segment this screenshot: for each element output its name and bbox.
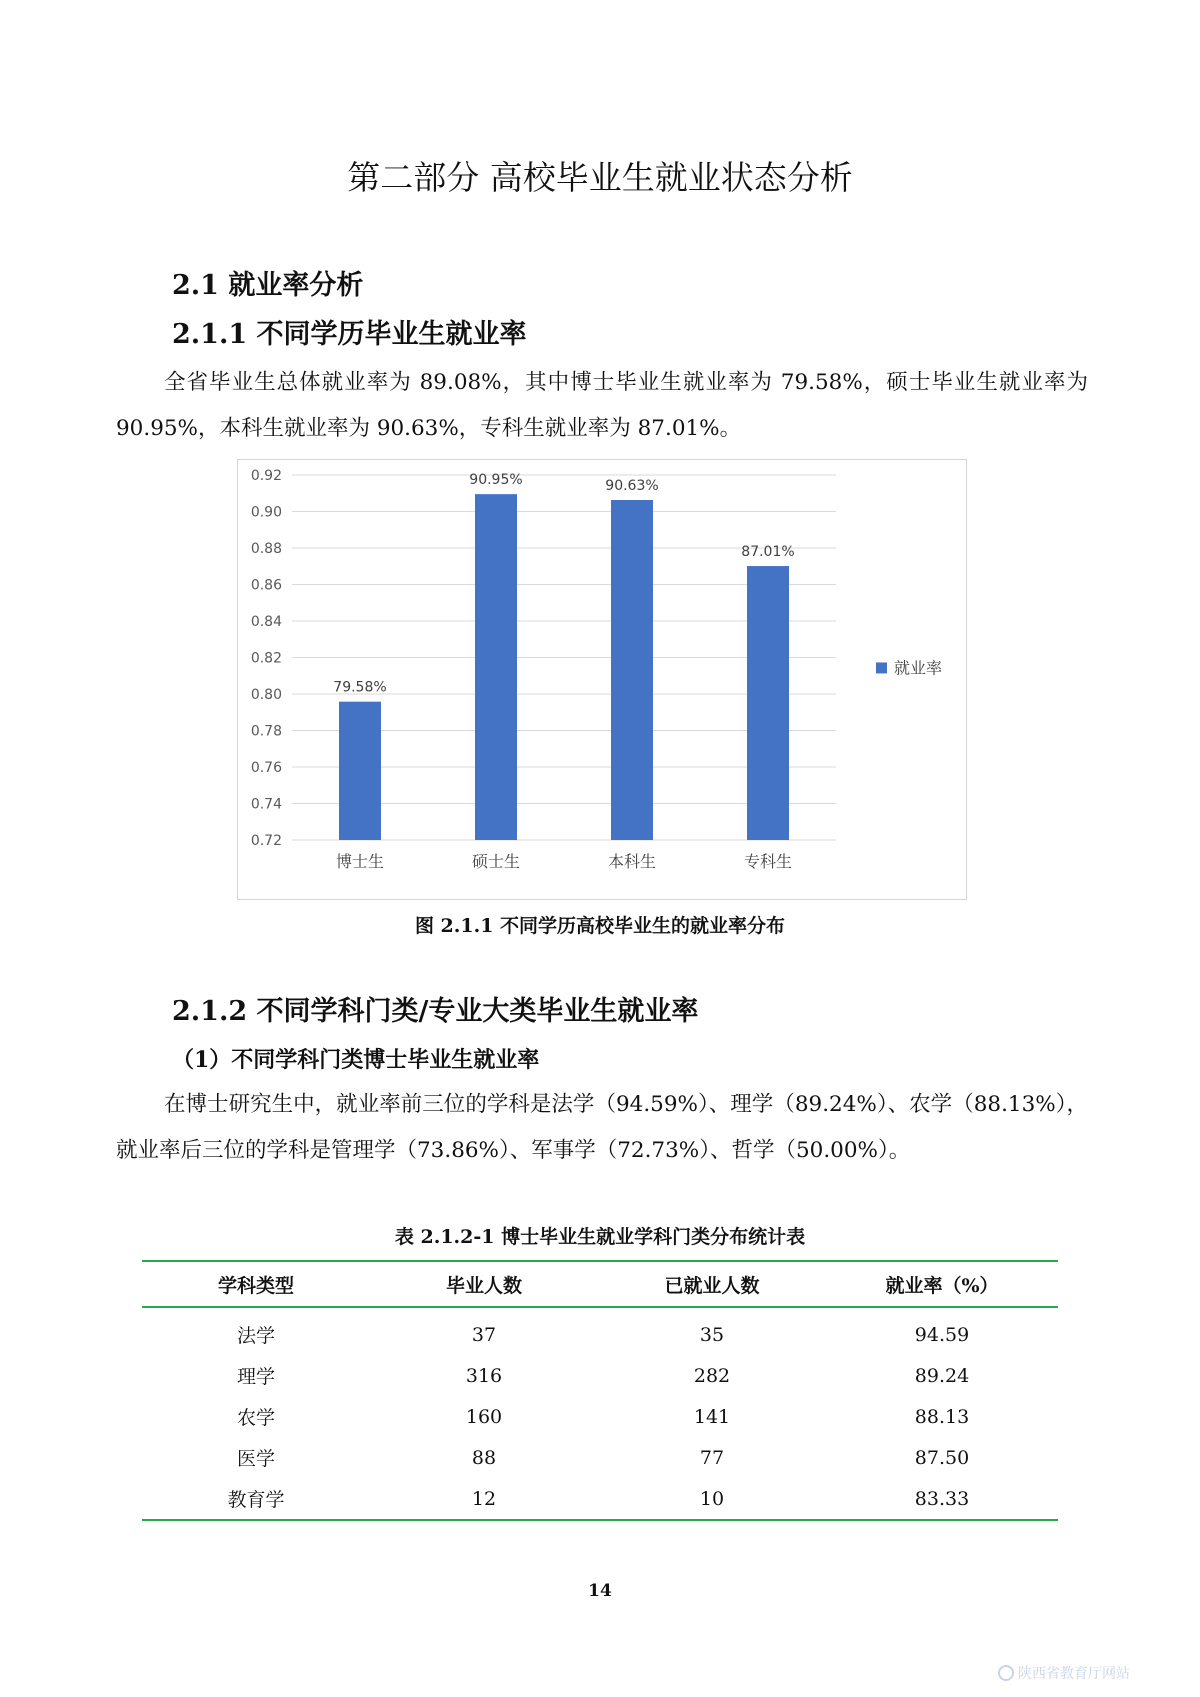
table-row (142, 1307, 1058, 1355)
y-tick-label: 0.78 (250, 723, 282, 740)
y-tick-label: 0.72 (250, 833, 282, 849)
bar (475, 494, 517, 840)
doctoral-stats-table (142, 1260, 1058, 1521)
data-label: 87.01% (741, 544, 795, 561)
cell-employed: 35 (699, 1323, 725, 1346)
data-label: 90.63% (605, 478, 659, 495)
table-row (142, 1478, 1058, 1520)
page-number: 14 (588, 1581, 612, 1601)
section-heading-2-1-1: 2.1.1 不同学历毕业生就业率 (172, 319, 527, 350)
y-tick-label: 0.88 (250, 541, 282, 557)
x-tick-label: 专科生 (743, 852, 793, 871)
cell-rate: 94.59 (914, 1323, 970, 1346)
bar (747, 566, 789, 840)
table-row (142, 1437, 1058, 1478)
section-heading-2-1-2: 2.1.2 不同学科门类/专业大类毕业生就业率 (172, 996, 699, 1027)
cell-graduates: 37 (471, 1323, 497, 1346)
page-title: 第二部分 高校毕业生就业状态分析 (347, 158, 853, 197)
watermark (998, 1663, 1130, 1683)
cell-rate: 89.24 (914, 1364, 970, 1387)
table-header-row (142, 1261, 1058, 1307)
cell-rate: 87.50 (914, 1446, 970, 1469)
y-tick-label: 0.76 (250, 760, 282, 776)
cell-graduates: 88 (471, 1446, 497, 1469)
y-tick-label: 0.92 (250, 468, 282, 484)
cell-employed: 77 (699, 1446, 725, 1469)
chart-svg (238, 460, 966, 899)
y-tick-label: 0.74 (250, 796, 282, 813)
cell-graduates: 160 (465, 1405, 503, 1428)
subsection-heading-1: （1）不同学科门类博士毕业生就业率 (172, 1047, 540, 1073)
cell-subject: 法学 (236, 1325, 275, 1347)
cell-subject: 理学 (236, 1366, 275, 1388)
cell-rate: 83.33 (914, 1487, 970, 1510)
cell-employed: 10 (699, 1487, 725, 1510)
y-tick-label: 0.80 (250, 687, 282, 703)
cell-graduates: 12 (471, 1487, 497, 1510)
x-tick-label: 硕士生 (471, 852, 521, 871)
emblem-icon (998, 1665, 1014, 1681)
bar-chart (237, 459, 967, 900)
table-caption: 表 2.1.2-1 博士毕业生就业学科门类分布统计表 (394, 1226, 806, 1248)
cell-subject: 农学 (236, 1407, 275, 1429)
paragraph-doctoral-rates: 在博士研究生中，就业率前三位的学科是法学（94.59%）、理学（89.24%）、农学（88.13%），就业率后三位的学科是管理学（73.86%）、军事学（72.73%）、哲学（50.00%）。 (116, 1092, 1088, 1163)
bar (611, 500, 653, 840)
header-rate: 就业率（%） (885, 1274, 999, 1297)
header-subject: 学科类型 (217, 1274, 294, 1297)
cell-employed: 141 (693, 1405, 731, 1428)
cell-graduates: 316 (465, 1364, 503, 1387)
watermark-text: 陕西省教育厅网站 (1018, 1666, 1130, 1682)
y-tick-label: 0.86 (250, 577, 282, 594)
header-employed: 已就业人数 (664, 1274, 760, 1297)
data-label: 79.58% (333, 679, 387, 696)
table-row (142, 1396, 1058, 1437)
legend-swatch (876, 662, 887, 673)
x-tick-label: 本科生 (607, 852, 657, 871)
cell-employed: 282 (693, 1364, 731, 1387)
figure-caption: 图 2.1.1 不同学历高校毕业生的就业率分布 (414, 915, 786, 937)
y-tick-label: 0.82 (250, 650, 282, 667)
cell-subject: 教育学 (227, 1489, 285, 1511)
table-row (142, 1355, 1058, 1396)
bar (339, 702, 381, 840)
paragraph-overall-rates: 全省毕业生总体就业率为 89.08%，其中博士毕业生就业率为 79.58%，硕士毕业生就业率为 90.95%，本科生就业率为 90.63%，专科生就业率为 87.01%。 (116, 370, 1088, 441)
section-heading-2-1: 2.1 就业率分析 (172, 270, 364, 301)
x-tick-label: 博士生 (335, 852, 385, 871)
y-tick-label: 0.84 (250, 614, 282, 630)
cell-subject: 医学 (236, 1448, 275, 1470)
legend-label: 就业率 (894, 658, 943, 678)
data-label: 90.95% (469, 472, 523, 489)
y-tick-label: 0.90 (250, 504, 282, 521)
cell-rate: 88.13 (914, 1405, 970, 1428)
header-graduates: 毕业人数 (445, 1274, 522, 1297)
